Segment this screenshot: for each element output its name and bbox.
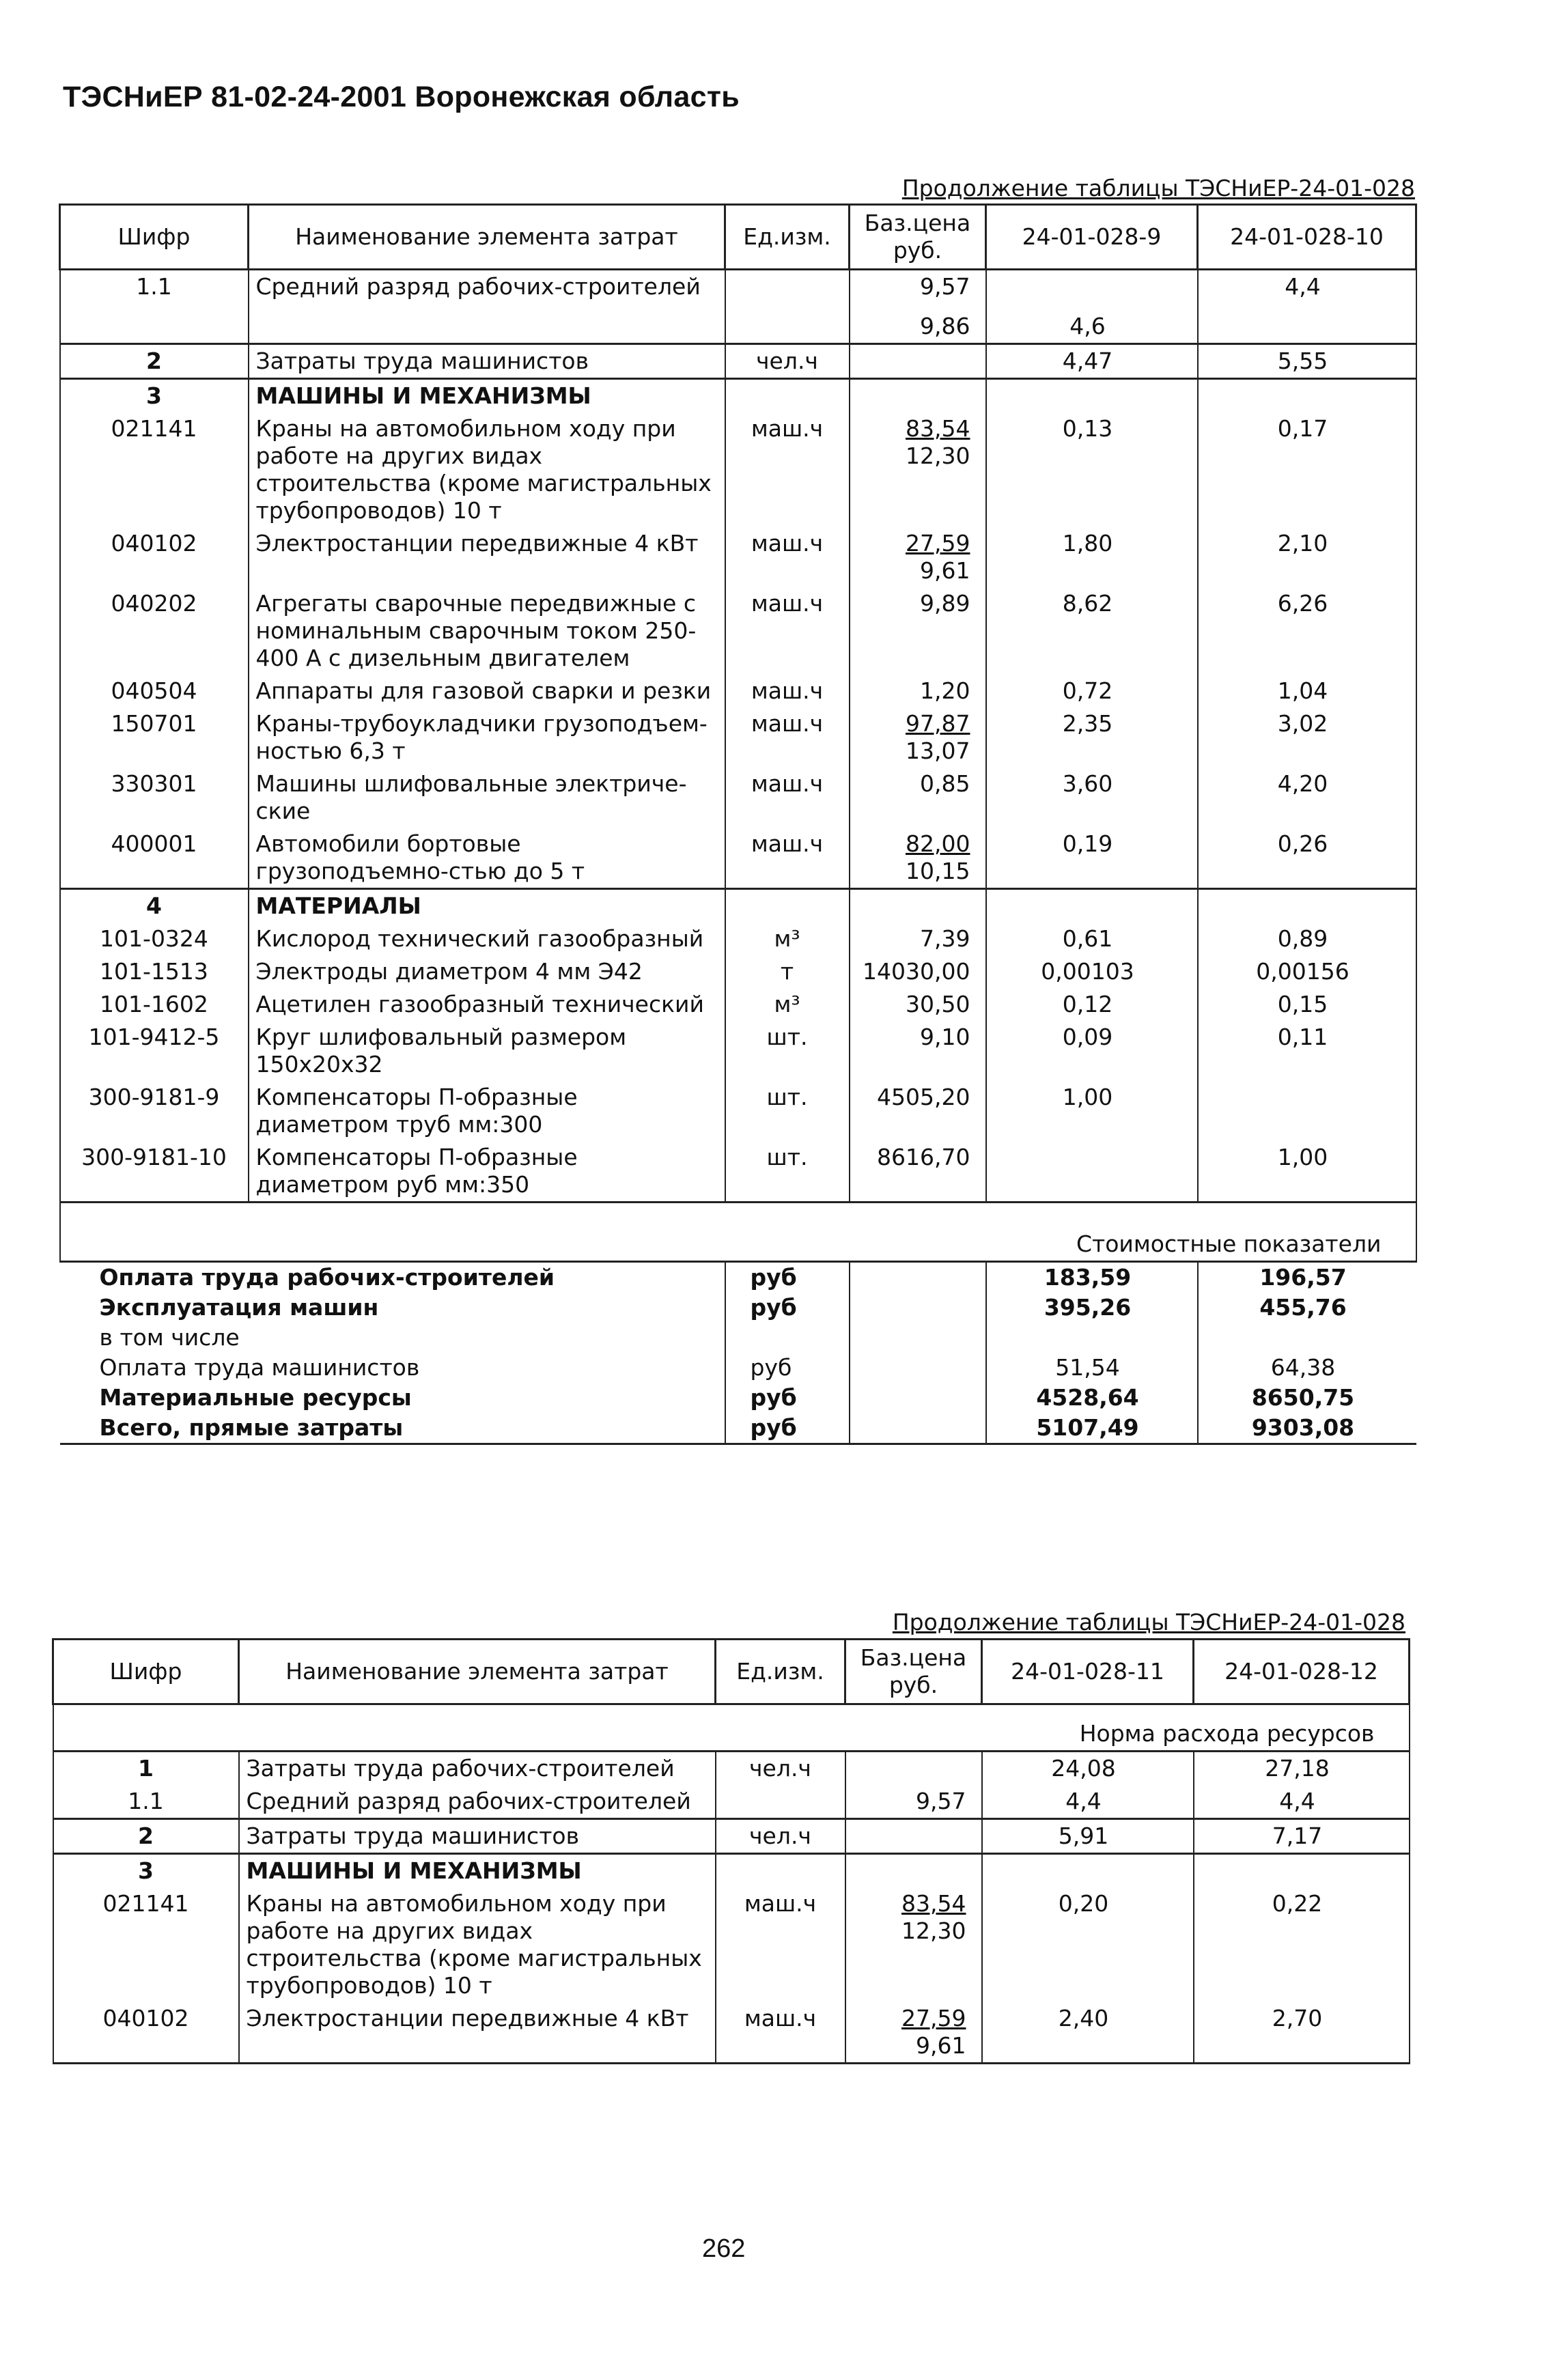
summary-unit [725, 1323, 850, 1353]
table-row [60, 923, 1416, 955]
row-code: 101-1602 [60, 988, 249, 1021]
row-name: Аппараты для газовой сварки и резки [249, 675, 725, 707]
summary-row [60, 1293, 1416, 1323]
row-price: 7,39 [850, 923, 986, 955]
row-name: Средний разряд рабочих-строителей [249, 270, 725, 344]
row-value-b: 0,00156 [1198, 955, 1416, 988]
row-value-b: 4,4 [1194, 1785, 1410, 1819]
row-value-a: 0,19 [986, 828, 1198, 889]
row-code: 021141 [60, 412, 249, 527]
row-value-a: 2,35 [986, 707, 1198, 768]
header-unit: Ед.изм. [716, 1640, 845, 1704]
row-value-b: 6,26 [1198, 587, 1416, 675]
row-name: Электроды диаметром 4 мм Э42 [249, 955, 725, 988]
row-name: Ацетилен газообразный технический [249, 988, 725, 1021]
document-title: ТЭСНиЕР 81-02-24-2001 Воронежская область [63, 81, 740, 113]
row-value-a [986, 1141, 1198, 1203]
row-value-a: 0,00103 [986, 955, 1198, 988]
section-title: МАШИНЫ И МЕХАНИЗМЫ [239, 1854, 716, 1888]
row-value-a: 0,72 [986, 675, 1198, 707]
table-row [60, 768, 1416, 828]
row-price: 9,57 [845, 1785, 982, 1819]
row-value-a: 0,61 [986, 923, 1198, 955]
price-line: 97,87 [906, 710, 970, 737]
table-row [60, 1141, 1416, 1203]
norm-banner-row [53, 1704, 1410, 1752]
table-row [60, 707, 1416, 768]
row-value-b: 2,10 [1198, 527, 1416, 587]
summary-value-b: 455,76 [1259, 1294, 1347, 1321]
header-code: Шифр [60, 205, 249, 270]
table-row [53, 1819, 1410, 1854]
row-code: 101-9412-5 [60, 1021, 249, 1081]
table1-caption: Продолжение таблицы ТЭСНиЕР-24-01-028 [901, 175, 1415, 201]
header-col-b: 24-01-028-10 [1198, 205, 1416, 270]
row-code: 4 [60, 889, 249, 923]
row-value-b: 1,04 [1198, 675, 1416, 707]
row-value-b: 5,55 [1198, 344, 1416, 379]
price-line: 9,57 [920, 273, 970, 300]
summary-unit: руб [725, 1383, 850, 1413]
row-code: 101-1513 [60, 955, 249, 988]
row-value-a: 3,60 [986, 768, 1198, 828]
row-value-a [986, 270, 1198, 344]
row-price [850, 707, 986, 768]
row-value-a: 0,09 [986, 1021, 1198, 1081]
summary-unit: руб [725, 1413, 850, 1444]
row-value-a: 0,12 [986, 988, 1198, 1021]
row-name: Автомобили бортовые грузоподъемно-стью до 5 т [249, 828, 725, 889]
header-col-a: 24-01-028-11 [982, 1640, 1194, 1704]
row-unit: м³ [725, 988, 850, 1021]
row-price [850, 412, 986, 527]
table-row [60, 828, 1416, 889]
price-line-2: 13,07 [906, 737, 970, 764]
summary-label: Эксплуатация машин [60, 1293, 725, 1323]
row-value-a: 5,91 [982, 1819, 1194, 1854]
row-code: 040102 [60, 527, 249, 587]
summary-value-b: 196,57 [1198, 1262, 1416, 1293]
header-code: Шифр [53, 1640, 239, 1704]
row-price: 0,85 [850, 768, 986, 828]
row-price [845, 1819, 982, 1854]
summary-row [60, 1353, 1416, 1383]
table1 [59, 203, 1417, 1445]
header-col-a: 24-01-028-9 [986, 205, 1198, 270]
row-value-b: 0,22 [1194, 1887, 1410, 2002]
summary-label: Оплата труда машинистов [60, 1353, 725, 1383]
row-code: 1.1 [60, 270, 249, 344]
row-price [845, 1752, 982, 1786]
row-value-a: 0,13 [986, 412, 1198, 527]
row-unit: т [725, 955, 850, 988]
row-value-a: 24,08 [982, 1752, 1194, 1786]
price-line-2: 9,61 [920, 557, 970, 584]
row-value-b: 27,18 [1194, 1752, 1410, 1786]
price-line-2: 10,15 [906, 858, 970, 884]
table-row [60, 675, 1416, 707]
section-row [53, 1854, 1410, 1888]
summary-value-a: 183,59 [986, 1262, 1198, 1293]
cost-banner: Стоимостные показатели [60, 1203, 1416, 1262]
table-row [60, 587, 1416, 675]
row-name: Затраты труда машинистов [239, 1819, 716, 1854]
row-unit: маш.ч [725, 412, 850, 527]
table-row [53, 1887, 1410, 2002]
section-title: МАШИНЫ И МЕХАНИЗМЫ [249, 379, 725, 413]
table-row [60, 1021, 1416, 1081]
row-price [845, 2002, 982, 2064]
summary-row [60, 1413, 1416, 1444]
table-row [60, 955, 1416, 988]
row-name: Затраты труда рабочих-строителей [239, 1752, 716, 1786]
row-value-b: 0,89 [1198, 923, 1416, 955]
summary-value-b: 9303,08 [1198, 1413, 1416, 1444]
summary-unit: руб [725, 1262, 850, 1293]
row-name: Круг шлифовальный размером 150х20х32 [249, 1021, 725, 1081]
price-line: 83,54 [906, 415, 970, 442]
row-unit: шт. [725, 1141, 850, 1203]
row-unit: маш.ч [725, 675, 850, 707]
row-price [845, 1887, 982, 2002]
summary-unit: руб [725, 1353, 850, 1383]
table2-caption: Продолжение таблицы ТЭСНиЕР-24-01-028 [892, 1609, 1405, 1635]
summary-label: Всего, прямые затраты [60, 1413, 725, 1444]
summary-label: в том числе [60, 1323, 725, 1353]
price-line-2: 9,86 [920, 313, 970, 339]
row-unit [716, 1785, 845, 1819]
summary-value-a [986, 1323, 1198, 1353]
row-price [850, 828, 986, 889]
row-value-b: 1,00 [1198, 1141, 1416, 1203]
row-value-a: 8,62 [986, 587, 1198, 675]
row-code: 300-9181-10 [60, 1141, 249, 1203]
row-name: Краны на автомобильном ходу при работе на других видах строительства (кроме магистральных трубопроводов) 10 т [239, 1887, 716, 2002]
table-row [53, 1785, 1410, 1819]
section-row [60, 379, 1416, 413]
row-value-b: 3,02 [1198, 707, 1416, 768]
price-line-2: 12,30 [906, 442, 970, 469]
row-value-b: 0,26 [1198, 828, 1416, 889]
table-row [60, 527, 1416, 587]
row-code: 400001 [60, 828, 249, 889]
row-unit: шт. [725, 1021, 850, 1081]
row-name: Кислород технический газообразный [249, 923, 725, 955]
table-row [60, 270, 1416, 344]
row-value-a: 2,40 [982, 2002, 1194, 2064]
summary-value-a: 395,26 [986, 1293, 1198, 1323]
row-code: 101-0324 [60, 923, 249, 955]
summary-label: Материальные ресурсы [60, 1383, 725, 1413]
row-name: Затраты труда машинистов [249, 344, 725, 379]
row-name: Компенсаторы П-образные диаметром руб мм:350 [249, 1141, 725, 1203]
row-value-b: 4,20 [1198, 768, 1416, 828]
row-price: 30,50 [850, 988, 986, 1021]
row-name: Электростанции передвижные 4 кВт [239, 2002, 716, 2064]
page-number: 262 [702, 2234, 746, 2263]
row-name: Агрегаты сварочные передвижные с номинальным сварочным током 250-400 А с дизельным двигателем [249, 587, 725, 675]
row-code: 1 [53, 1752, 239, 1786]
row-unit: чел.ч [716, 1752, 845, 1786]
header-name: Наименование элемента затрат [249, 205, 725, 270]
row-value-b: 4,4 [1198, 270, 1416, 344]
summary-row [60, 1383, 1416, 1413]
price-line: 27,59 [906, 530, 970, 557]
section-title: МАТЕРИАЛЫ [249, 889, 725, 923]
cost-banner-row [60, 1203, 1416, 1262]
row-price: 14030,00 [850, 955, 986, 988]
row-value-a: 1,00 [986, 1081, 1198, 1141]
row-unit: маш.ч [725, 828, 850, 889]
row-unit: маш.ч [725, 587, 850, 675]
table-row [60, 988, 1416, 1021]
row-code: 330301 [60, 768, 249, 828]
summary-value-b [1198, 1323, 1416, 1353]
header-price: Баз.цена руб. [850, 205, 986, 270]
price-line-2: 9,61 [916, 2032, 966, 2059]
row-value-b: 0,15 [1198, 988, 1416, 1021]
value-a-2: 4,6 [1069, 313, 1106, 339]
row-code: 2 [60, 344, 249, 379]
price-line-2: 12,30 [901, 1917, 966, 1944]
section-row [60, 889, 1416, 923]
norm-banner: Норма расхода ресурсов [53, 1704, 1410, 1752]
row-code: 1.1 [53, 1785, 239, 1819]
row-unit: маш.ч [716, 1887, 845, 2002]
row-unit: чел.ч [725, 344, 850, 379]
row-code: 3 [53, 1854, 239, 1888]
price-line: 83,54 [901, 1890, 966, 1917]
header-price: Баз.цена руб. [845, 1640, 982, 1704]
header-name: Наименование элемента затрат [239, 1640, 716, 1704]
table-row [53, 1752, 1410, 1786]
header-unit: Ед.изм. [725, 205, 850, 270]
row-code: 040202 [60, 587, 249, 675]
row-code: 040504 [60, 675, 249, 707]
summary-value-a: 5107,49 [986, 1413, 1198, 1444]
table2-header-row [53, 1640, 1410, 1704]
table-row [53, 2002, 1410, 2064]
table-row [60, 344, 1416, 379]
row-value-b: 0,17 [1198, 412, 1416, 527]
row-name: Машины шлифовальные электриче-ские [249, 768, 725, 828]
row-unit: маш.ч [725, 527, 850, 587]
row-value-a: 4,4 [982, 1785, 1194, 1819]
row-unit: маш.ч [725, 707, 850, 768]
row-value-a: 4,47 [986, 344, 1198, 379]
row-value-b: 7,17 [1194, 1819, 1410, 1854]
row-price [850, 270, 986, 344]
row-code: 300-9181-9 [60, 1081, 249, 1141]
row-price: 9,89 [850, 587, 986, 675]
row-name: Краны-трубоукладчики грузоподъем-ностью 6,3 т [249, 707, 725, 768]
row-price: 4505,20 [850, 1081, 986, 1141]
header-col-b: 24-01-028-12 [1194, 1640, 1410, 1704]
summary-value-a: 4528,64 [986, 1383, 1198, 1413]
row-code: 3 [60, 379, 249, 413]
row-unit [725, 270, 850, 344]
row-unit: чел.ч [716, 1819, 845, 1854]
price-line: 27,59 [901, 2005, 966, 2031]
row-code: 2 [53, 1819, 239, 1854]
row-value-b: 2,70 [1194, 2002, 1410, 2064]
table1-header-row [60, 205, 1416, 270]
summary-row [60, 1262, 1416, 1293]
row-price: 9,10 [850, 1021, 986, 1081]
row-value-a: 0,20 [982, 1887, 1194, 2002]
row-price [850, 527, 986, 587]
table-row [60, 412, 1416, 527]
row-name: Средний разряд рабочих-строителей [239, 1785, 716, 1819]
row-price: 8616,70 [850, 1141, 986, 1203]
row-name: Компенсаторы П-образные диаметром труб мм:300 [249, 1081, 725, 1141]
row-value-b [1198, 1081, 1416, 1141]
table2 [52, 1638, 1410, 2064]
row-unit: маш.ч [716, 2002, 845, 2064]
price-line: 82,00 [906, 830, 970, 857]
row-unit: м³ [725, 923, 850, 955]
table-row [60, 1081, 1416, 1141]
summary-label: Оплата труда рабочих-строителей [60, 1262, 725, 1293]
summary-unit: руб [725, 1293, 850, 1323]
row-name: Краны на автомобильном ходу при работе на других видах строительства (кроме магистральных трубопроводов) 10 т [249, 412, 725, 527]
row-unit: шт. [725, 1081, 850, 1141]
row-price [850, 344, 986, 379]
row-code: 040102 [53, 2002, 239, 2064]
row-code: 150701 [60, 707, 249, 768]
summary-value-a: 51,54 [986, 1353, 1198, 1383]
row-name: Электростанции передвижные 4 кВт [249, 527, 725, 587]
row-price: 1,20 [850, 675, 986, 707]
row-value-b: 0,11 [1198, 1021, 1416, 1081]
summary-value-b: 8650,75 [1251, 1384, 1355, 1411]
summary-row [60, 1323, 1416, 1353]
summary-value-b: 64,38 [1270, 1354, 1336, 1381]
row-code: 021141 [53, 1887, 239, 2002]
row-value-a: 1,80 [986, 527, 1198, 587]
row-unit: маш.ч [725, 768, 850, 828]
